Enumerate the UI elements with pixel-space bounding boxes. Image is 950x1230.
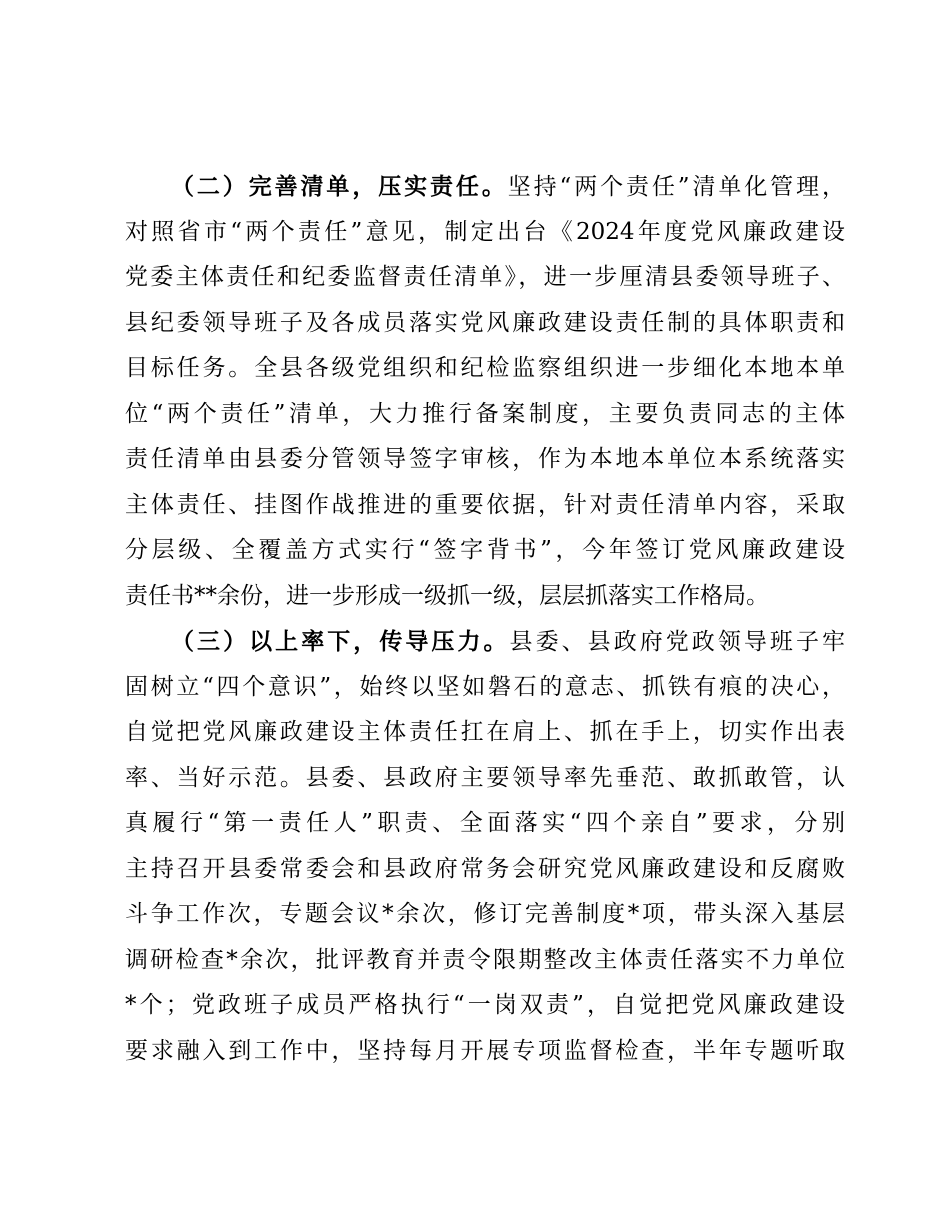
paragraph-line: 党委主体责任和纪委监督责任清单》，进一步厘清县委领导班子、 [125, 264, 845, 290]
paragraph-line: 斗争工作次，专题会议*余次，修订完善制度*项，带头深入基层 [125, 901, 845, 927]
paragraph-line: *个；党政班子成员严格执行“一岗双责”，自觉把党风廉政建设 [125, 992, 845, 1018]
paragraph-line [125, 164, 845, 210]
paragraph-line: 位“两个责任”清单，大力推行备案制度，主要负责同志的主体 [125, 400, 845, 427]
paragraph-line: 主持召开县委常委会和县政府常务会研究党风廉政建设和反腐败 [125, 855, 845, 882]
paragraph-line: 率、当好示范。县委、县政府主要领导率先垂范、敢抓敢管，认 [125, 764, 845, 791]
paragraph-text: 坚持“两个责任”清单化管理， [507, 174, 845, 200]
paragraph-line: 责任清单由县委分管领导签字审核，作为本地本单位本系统落实 [125, 446, 845, 472]
section-heading: （三）以上率下，传导压力。 [171, 628, 510, 655]
paragraph-line: 目标任务。全县各级党组织和纪检监察组织进一步细化本地本单 [125, 355, 845, 381]
paragraph-line: 自觉把党风廉政建设主体责任扛在肩上、抓在手上，切实作出表 [125, 719, 845, 745]
paragraph-line: 主体责任、挂图作战推进的重要依据，针对责任清单内容，采取 [125, 491, 845, 518]
paragraph-line: 固树立“四个意识”，始终以坚如磐石的意志、抓铁有痕的决心， [125, 673, 845, 700]
paragraph-line: 要求融入到工作中，坚持每月开展专项监督检查，半年专题听取 [125, 1037, 845, 1064]
paragraph-line: 真履行“第一责任人”职责、全面落实“四个亲自”要求，分别 [125, 810, 845, 836]
paragraph-line: 县纪委领导班子及各成员落实党风廉政建设责任制的具体职责和 [125, 309, 845, 336]
paragraph-line [125, 619, 845, 665]
paragraph-line: 对照省市“两个责任”意见，制定出台《2024年度党风廉政建设 [125, 218, 845, 245]
document-body [125, 164, 845, 1074]
paragraph-line: 分层级、全覆盖方式实行“签字背书”，今年签订党风廉政建设 [125, 537, 845, 563]
paragraph-line: 责任书**余份，进一步形成一级抓一级，层层抓落实工作格局。 [125, 582, 769, 609]
paragraph-text: 县委、县政府党政领导班子牢 [509, 629, 846, 655]
section-heading: （二）完善清单，压实责任。 [171, 173, 508, 200]
paragraph-line: 调研检查*余次，批评教育并责令限期整改主体责任落实不力单位 [125, 946, 845, 973]
